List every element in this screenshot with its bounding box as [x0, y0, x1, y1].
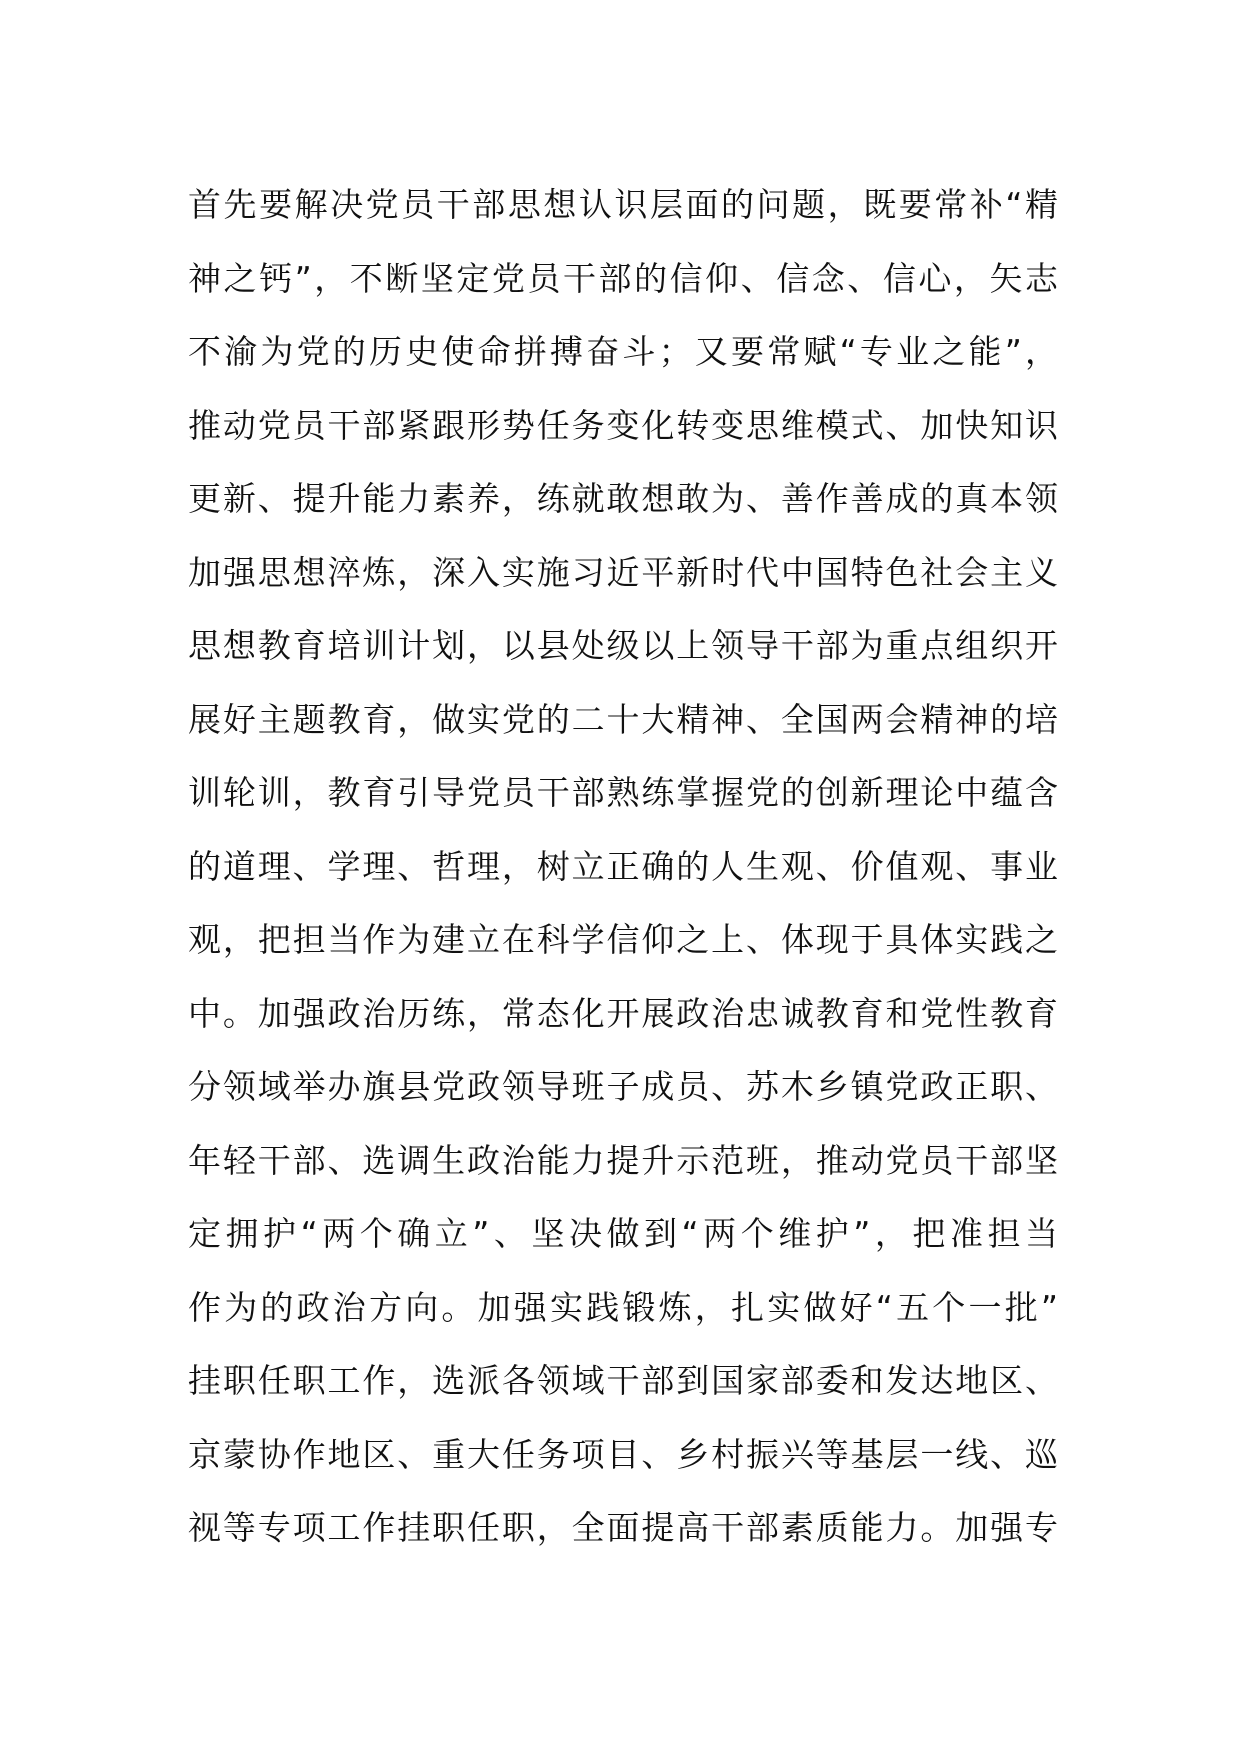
text-line-6: 加强思想淬炼，深入实施习近平新时代中国特色社会主义 [188, 552, 1058, 592]
text-line-19: 视等专项工作挂职任职，全面提高干部素质能力。加强专 [188, 1508, 1058, 1547]
text-line-3: 不渝为党的历史使命拼搏奋斗；又要常赋“专业之能”， [188, 332, 1058, 371]
text-line-4: 推动党员干部紧跟形势任务变化转变思维模式、加快知识 [188, 405, 1058, 445]
text-line-14: 年轻干部、选调生政治能力提升示范班，推动党员干部坚 [188, 1140, 1058, 1180]
text-line-15: 定拥护“两个确立”、坚决做到“两个维护”，把准担当 [188, 1214, 1058, 1253]
text-line-13: 分领域举办旗县党政领导班子成员、苏木乡镇党政正职、 [188, 1067, 1058, 1106]
text-line-12: 中。加强政治历练，常态化开展政治忠诚教育和党性教育 [188, 993, 1058, 1033]
text-line-17: 挂职任职工作，选派各领域干部到国家部委和发达地区、 [188, 1361, 1058, 1400]
text-line-18: 京蒙协作地区、重大任务项目、乡村振兴等基层一线、巡 [188, 1434, 1058, 1474]
text-line-5: 更新、提升能力素养，练就敢想敢为、善作善成的真本领 [188, 479, 1058, 518]
text-line-11: 观，把担当作为建立在科学信仰之上、体现于具体实践之 [188, 920, 1058, 959]
text-line-7: 思想教育培训计划，以县处级以上领导干部为重点组织开 [188, 626, 1058, 665]
text-line-16: 作为的政治方向。加强实践锻炼，扎实做好“五个一批” [188, 1287, 1058, 1327]
text-line-8: 展好主题教育，做实党的二十大精神、全国两会精神的培 [188, 699, 1058, 739]
text-line-9: 训轮训，教育引导党员干部熟练掌握党的创新理论中蕴含 [188, 773, 1058, 812]
body-text [188, 168, 1068, 1565]
text-line-1: 首先要解决党员干部思想认识层面的问题，既要常补“精 [188, 185, 1058, 224]
text-line-2: 神之钙”，不断坚定党员干部的信仰、信念、信心，矢志 [188, 258, 1058, 298]
text-line-10: 的道理、学理、哲理，树立正确的人生观、价值观、事业 [188, 846, 1058, 886]
